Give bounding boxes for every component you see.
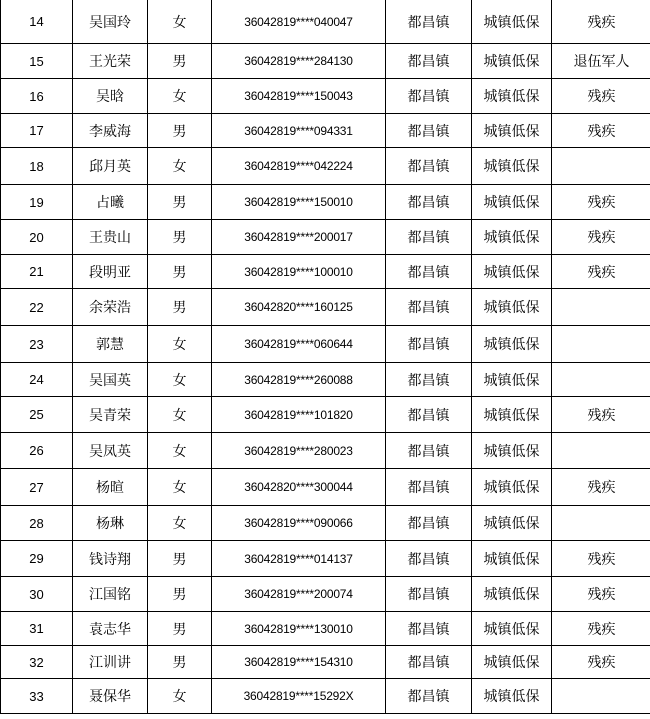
note-cell: 残疾: [552, 541, 650, 577]
table-row: [1, 646, 650, 679]
name-cell: 吴凤英: [73, 433, 148, 469]
name-cell: 吴国英: [73, 363, 148, 397]
town-cell: 都昌镇: [386, 506, 472, 541]
note-cell: 残疾: [552, 0, 650, 44]
name-cell: 杨琳: [73, 506, 148, 541]
assistance-type-cell: 城镇低保: [472, 326, 552, 363]
id-number-cell: 36042819****042224: [212, 148, 386, 185]
gender-cell: 男: [148, 541, 212, 577]
name-cell: 占曦: [73, 185, 148, 220]
gender-cell: 女: [148, 79, 212, 114]
id-number-cell: 36042819****260088: [212, 363, 386, 397]
gender-cell: 女: [148, 679, 212, 714]
town-cell: 都昌镇: [386, 289, 472, 326]
assistance-type-cell: 城镇低保: [472, 0, 552, 44]
table-row: [1, 255, 650, 289]
town-cell: 都昌镇: [386, 646, 472, 679]
table-row: [1, 506, 650, 541]
row-number: 18: [1, 148, 73, 185]
id-number-cell: 36042819****130010: [212, 612, 386, 646]
id-number-cell: 36042819****200074: [212, 577, 386, 612]
gender-cell: 男: [148, 289, 212, 326]
id-number-cell: 36042819****100010: [212, 255, 386, 289]
row-number: 24: [1, 363, 73, 397]
note-cell: 残疾: [552, 220, 650, 255]
note-cell: 残疾: [552, 469, 650, 506]
town-cell: 都昌镇: [386, 433, 472, 469]
table-row: [1, 220, 650, 255]
assistance-type-cell: 城镇低保: [472, 397, 552, 433]
table-row: [1, 577, 650, 612]
name-cell: 吴晗: [73, 79, 148, 114]
id-number-cell: 36042819****200017: [212, 220, 386, 255]
row-number: 14: [1, 0, 73, 44]
name-cell: 李威海: [73, 114, 148, 148]
note-cell: [552, 148, 650, 185]
id-number-cell: 36042819****040047: [212, 0, 386, 44]
assistance-type-cell: 城镇低保: [472, 541, 552, 577]
name-cell: 聂保华: [73, 679, 148, 714]
town-cell: 都昌镇: [386, 541, 472, 577]
note-cell: [552, 289, 650, 326]
id-number-cell: 36042819****014137: [212, 541, 386, 577]
table-row: [1, 679, 650, 714]
gender-cell: 女: [148, 469, 212, 506]
row-number: 26: [1, 433, 73, 469]
name-cell: 段明亚: [73, 255, 148, 289]
town-cell: 都昌镇: [386, 363, 472, 397]
assistance-type-cell: 城镇低保: [472, 577, 552, 612]
gender-cell: 女: [148, 363, 212, 397]
town-cell: 都昌镇: [386, 679, 472, 714]
town-cell: 都昌镇: [386, 255, 472, 289]
row-number: 32: [1, 646, 73, 679]
town-cell: 都昌镇: [386, 148, 472, 185]
town-cell: 都昌镇: [386, 220, 472, 255]
row-number: 31: [1, 612, 73, 646]
row-number: 17: [1, 114, 73, 148]
gender-cell: 女: [148, 0, 212, 44]
row-number: 27: [1, 469, 73, 506]
assistance-type-cell: 城镇低保: [472, 363, 552, 397]
name-cell: 王贵山: [73, 220, 148, 255]
id-number-cell: 36042819****060644: [212, 326, 386, 363]
gender-cell: 男: [148, 114, 212, 148]
id-number-cell: 36042819****15292X: [212, 679, 386, 714]
id-number-cell: 36042819****150043: [212, 79, 386, 114]
row-number: 30: [1, 577, 73, 612]
row-number: 16: [1, 79, 73, 114]
row-number: 25: [1, 397, 73, 433]
table-row: [1, 469, 650, 506]
gender-cell: 女: [148, 433, 212, 469]
row-number: 15: [1, 44, 73, 79]
row-number: 28: [1, 506, 73, 541]
name-cell: 邱月英: [73, 148, 148, 185]
town-cell: 都昌镇: [386, 114, 472, 148]
name-cell: 江国铭: [73, 577, 148, 612]
town-cell: 都昌镇: [386, 612, 472, 646]
town-cell: 都昌镇: [386, 397, 472, 433]
table-row: [1, 79, 650, 114]
note-cell: [552, 506, 650, 541]
assistance-type-cell: 城镇低保: [472, 44, 552, 79]
assistance-type-cell: 城镇低保: [472, 114, 552, 148]
note-cell: [552, 679, 650, 714]
name-cell: 余荣浩: [73, 289, 148, 326]
note-cell: 残疾: [552, 577, 650, 612]
row-number: 23: [1, 326, 73, 363]
id-number-cell: 36042819****284130: [212, 44, 386, 79]
table-row: [1, 0, 650, 44]
gender-cell: 男: [148, 220, 212, 255]
assistance-type-cell: 城镇低保: [472, 148, 552, 185]
assistance-type-cell: 城镇低保: [472, 679, 552, 714]
name-cell: 王光荣: [73, 44, 148, 79]
assistance-type-cell: 城镇低保: [472, 255, 552, 289]
table-row: [1, 185, 650, 220]
name-cell: 吴青荣: [73, 397, 148, 433]
id-number-cell: 36042820****300044: [212, 469, 386, 506]
table-row: [1, 541, 650, 577]
note-cell: 残疾: [552, 114, 650, 148]
gender-cell: 男: [148, 612, 212, 646]
gender-cell: 女: [148, 397, 212, 433]
assistance-type-cell: 城镇低保: [472, 220, 552, 255]
id-number-cell: 36042819****150010: [212, 185, 386, 220]
note-cell: [552, 433, 650, 469]
note-cell: 残疾: [552, 185, 650, 220]
assistance-type-cell: 城镇低保: [472, 433, 552, 469]
row-number: 29: [1, 541, 73, 577]
name-cell: 郭慧: [73, 326, 148, 363]
table-row: [1, 148, 650, 185]
table-row: [1, 433, 650, 469]
gender-cell: 男: [148, 44, 212, 79]
table-row: [1, 363, 650, 397]
table-body: [1, 0, 650, 714]
town-cell: 都昌镇: [386, 469, 472, 506]
name-cell: 钱诗翔: [73, 541, 148, 577]
assistance-type-cell: 城镇低保: [472, 612, 552, 646]
town-cell: 都昌镇: [386, 79, 472, 114]
row-number: 20: [1, 220, 73, 255]
assistance-type-cell: 城镇低保: [472, 506, 552, 541]
town-cell: 都昌镇: [386, 185, 472, 220]
table-row: [1, 612, 650, 646]
assistance-type-cell: 城镇低保: [472, 469, 552, 506]
table-row: [1, 114, 650, 148]
gender-cell: 女: [148, 148, 212, 185]
note-cell: 残疾: [552, 646, 650, 679]
name-cell: 吴国玲: [73, 0, 148, 44]
table-row: [1, 326, 650, 363]
id-number-cell: 36042820****160125: [212, 289, 386, 326]
id-number-cell: 36042819****280023: [212, 433, 386, 469]
note-cell: 残疾: [552, 255, 650, 289]
name-cell: 杨暄: [73, 469, 148, 506]
id-number-cell: 36042819****101820: [212, 397, 386, 433]
assistance-type-cell: 城镇低保: [472, 646, 552, 679]
note-cell: 退伍军人: [552, 44, 650, 79]
gender-cell: 男: [148, 646, 212, 679]
table-row: [1, 44, 650, 79]
row-number: 21: [1, 255, 73, 289]
town-cell: 都昌镇: [386, 44, 472, 79]
gender-cell: 男: [148, 255, 212, 289]
id-number-cell: 36042819****094331: [212, 114, 386, 148]
row-number: 33: [1, 679, 73, 714]
note-cell: 残疾: [552, 397, 650, 433]
note-cell: 残疾: [552, 79, 650, 114]
table-row: [1, 397, 650, 433]
id-number-cell: 36042819****090066: [212, 506, 386, 541]
assistance-type-cell: 城镇低保: [472, 185, 552, 220]
id-number-cell: 36042819****154310: [212, 646, 386, 679]
name-cell: 江训讲: [73, 646, 148, 679]
assistance-type-cell: 城镇低保: [472, 289, 552, 326]
town-cell: 都昌镇: [386, 0, 472, 44]
name-cell: 袁志华: [73, 612, 148, 646]
note-cell: 残疾: [552, 612, 650, 646]
gender-cell: 女: [148, 326, 212, 363]
town-cell: 都昌镇: [386, 577, 472, 612]
note-cell: [552, 363, 650, 397]
table-row: [1, 289, 650, 326]
gender-cell: 女: [148, 506, 212, 541]
row-number: 22: [1, 289, 73, 326]
row-number: 19: [1, 185, 73, 220]
note-cell: [552, 326, 650, 363]
gender-cell: 男: [148, 185, 212, 220]
town-cell: 都昌镇: [386, 326, 472, 363]
assistance-type-cell: 城镇低保: [472, 79, 552, 114]
gender-cell: 男: [148, 577, 212, 612]
